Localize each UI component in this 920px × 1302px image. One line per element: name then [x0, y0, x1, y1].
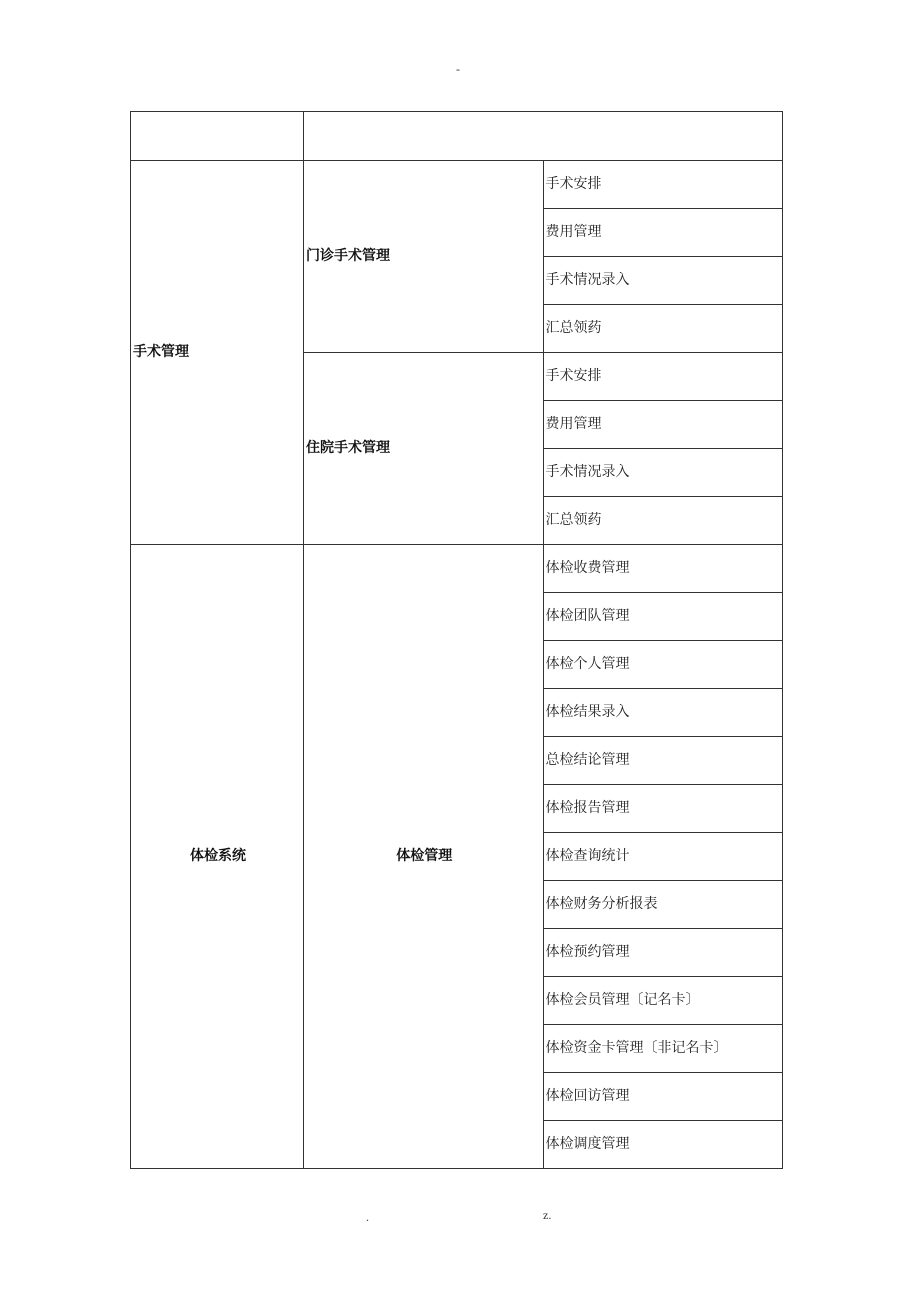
function-item: 体检预约管理: [543, 929, 783, 977]
function-item: 体检收费管理: [543, 545, 783, 593]
function-item: 体检会员管理〔记名卡〕: [543, 977, 783, 1025]
function-item: 手术情况录入: [543, 257, 783, 305]
table-header-row: [131, 112, 783, 161]
header-cell-system: [131, 112, 304, 161]
table-row: [131, 161, 783, 209]
function-item: 体检报告管理: [543, 785, 783, 833]
system-cell-surgery: 手术管理: [131, 161, 304, 545]
function-item: 体检结果录入: [543, 689, 783, 737]
function-item: 体检个人管理: [543, 641, 783, 689]
function-item: 费用管理: [543, 209, 783, 257]
page-footer-right: z.: [543, 1208, 552, 1222]
function-item: 手术安排: [543, 353, 783, 401]
function-item: 体检查询统计: [543, 833, 783, 881]
function-item: 汇总领药: [543, 305, 783, 353]
page-header-mark: -: [456, 62, 460, 76]
module-cell-outpatient-surgery: 门诊手术管理: [304, 161, 544, 353]
function-item: 体检回访管理: [543, 1073, 783, 1121]
function-item: 体检调度管理: [543, 1121, 783, 1169]
header-cell-detail: [304, 112, 783, 161]
function-item: 手术情况录入: [543, 449, 783, 497]
system-cell-exam: 体检系统: [131, 545, 304, 1169]
function-item: 体检资金卡管理〔非记名卡〕: [543, 1025, 783, 1073]
function-item: 体检财务分析报表: [543, 881, 783, 929]
function-table: [130, 111, 783, 1169]
function-item: 手术安排: [543, 161, 783, 209]
function-item: 体检团队管理: [543, 593, 783, 641]
function-item: 总检结论管理: [543, 737, 783, 785]
module-cell-exam: 体检管理: [304, 545, 544, 1169]
page-footer-left: .: [366, 1210, 369, 1224]
function-item: 费用管理: [543, 401, 783, 449]
function-item: 汇总领药: [543, 497, 783, 545]
module-cell-inpatient-surgery: 住院手术管理: [304, 353, 544, 545]
table-row: [131, 545, 783, 593]
